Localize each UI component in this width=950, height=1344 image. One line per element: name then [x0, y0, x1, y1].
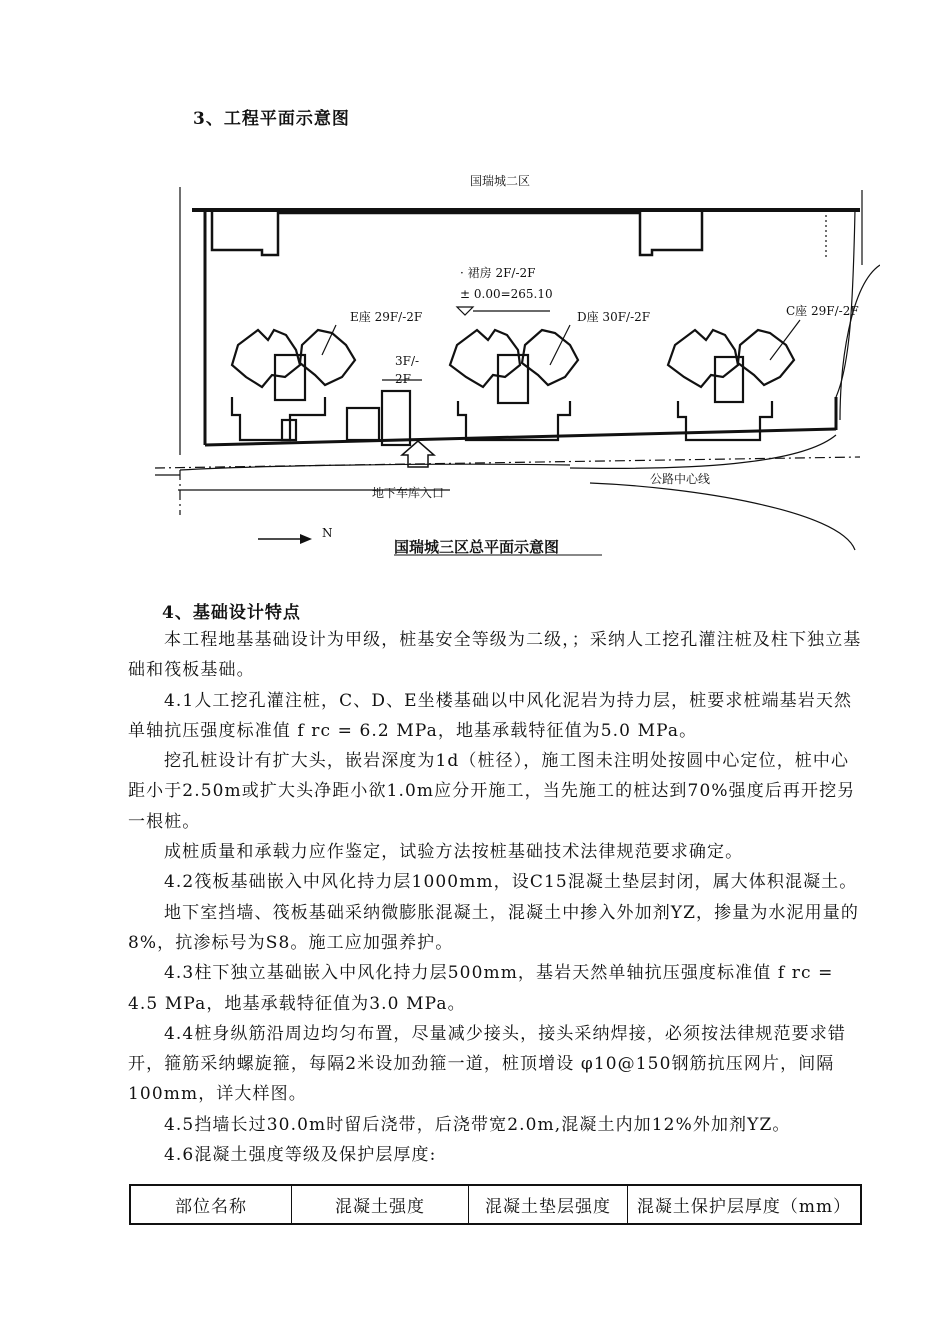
table-header-cell: 混凝土保护层厚度（mm）	[628, 1185, 862, 1224]
paragraph: 本工程地基基础设计为甲级，桩基安全等级为二级，；采纳人工挖孔灌注桩及柱下独立基础和筏板基础。	[128, 630, 862, 681]
north-arrow-icon	[258, 534, 312, 544]
garage-entrance-label: 地下车库入口	[372, 486, 445, 500]
podium-label: · 裙房 2F/-2F	[460, 266, 536, 280]
e-block-label: E座 29F/-2F	[350, 310, 423, 324]
table-header-cell: 混凝土强度	[292, 1185, 469, 1224]
d-block-label: D座 30F/-2F	[577, 310, 651, 324]
paragraph: 地下室挡墙、筏板基础采纳微膨胀混凝土，混凝土中掺入外加剂YZ，掺量为水泥用量的8%，抗渗标号为S8。施工应加强养护。	[128, 902, 859, 953]
building-c-footprint	[668, 330, 794, 440]
table-header-row	[130, 1185, 861, 1224]
concrete-spec-table	[129, 1184, 862, 1225]
paragraph: 4.2筏板基础嵌入中风化持力层1000mm，设C15混凝土垫层封闭，属大体积混凝土。	[164, 872, 858, 893]
plan-caption: 国瑞城三区总平面示意图	[394, 538, 560, 556]
table-header-cell: 部位名称	[130, 1185, 292, 1224]
section-3-title: 3、工程平面示意图	[193, 109, 350, 129]
road-centerline-label: 公路中心线	[650, 472, 711, 486]
paragraph: 4.3柱下独立基础嵌入中风化持力层500mm，基岩天然单轴抗压强度标准值 f rc = 4.5 MPa，地基承载特征值为3.0 MPa。	[128, 963, 834, 1014]
table-header-cell: 混凝土垫层强度	[469, 1185, 628, 1224]
top-neighbor-label: 国瑞城二区	[470, 174, 531, 188]
paragraph: 挖孔桩设计有扩大头，嵌岩深度为1d（桩径），施工图未注明处按圆中心定位，桩中心距小于2.50m或扩大头净距小欲1.0m应分开施工，当先施工的桩达到70%强度后再开挖另一根桩。	[128, 751, 856, 832]
c-block-label: C座 29F/-2F	[786, 304, 859, 318]
site-plan-diagram	[150, 165, 880, 565]
paragraph: 4.5挡墙长过30.0m时留后浇带，后浇带宽2.0m,混凝土内加12%外加剂YZ。	[164, 1114, 791, 1135]
paragraph: 成桩质量和承载力应作鉴定，试验方法按桩基础技术法律规范要求确定。	[164, 842, 744, 863]
paragraph: 4.1人工挖孔灌注桩，C、D、E坐楼基础以中风化泥岩为持力层，桩要求桩端基岩天然单轴抗压强度标准值 f rc = 6.2 MPa，地基承载特征值为5.0 MPa。	[128, 690, 853, 741]
north-label: N	[322, 526, 333, 540]
small-block-label-2: 2F	[395, 372, 411, 386]
paragraph: 4.6混凝土强度等级及保护层厚度:	[164, 1145, 437, 1166]
small-block-label-1: 3F/-	[395, 354, 420, 368]
foundation-design-text	[128, 625, 863, 1170]
elevation-label: ± 0.00=265.10	[460, 287, 553, 301]
building-e-footprint	[232, 330, 410, 445]
paragraph: 4.4桩身纵筋沿周边均匀布置，尽量减少接头，接头采纳焊接，必须按法律规范要求错开，箍筋采纳螺旋箍，每隔2米设加劲箍一道，桩顶增设 φ10@150钢筋抗压网片，间隔100mm，详大样图。	[128, 1023, 846, 1105]
section-4-title: 4、基础设计特点	[162, 603, 301, 623]
